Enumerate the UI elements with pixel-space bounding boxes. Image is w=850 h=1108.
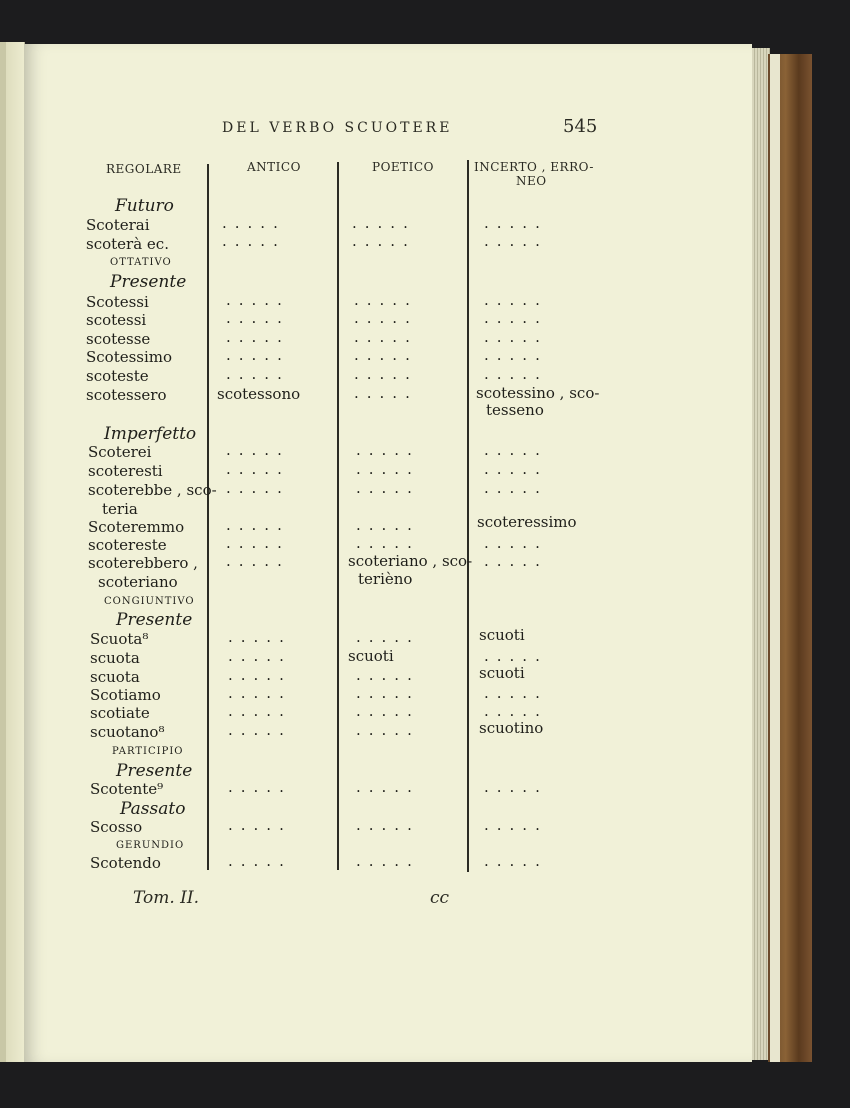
- verb-form: Scotiamo: [90, 686, 161, 704]
- tense-label: Imperfetto: [104, 424, 197, 444]
- dot-leader: .....: [356, 666, 420, 684]
- verb-form: teria: [102, 500, 138, 518]
- dot-leader: .....: [484, 852, 548, 870]
- tense-label: Passato: [120, 799, 186, 819]
- dot-leader: .....: [226, 534, 290, 552]
- dot-leader: .....: [226, 309, 290, 327]
- dot-leader: .....: [484, 309, 548, 327]
- verb-form: scotereste: [88, 536, 167, 554]
- dot-leader: .....: [356, 778, 420, 796]
- tense-label: Presente: [116, 761, 193, 781]
- dot-leader: .....: [356, 816, 420, 834]
- tense-label: Futuro: [115, 196, 174, 216]
- column-rule-1: [207, 164, 209, 870]
- dot-leader: .....: [226, 516, 290, 534]
- dot-leader: .....: [228, 628, 292, 646]
- dot-leader: .....: [354, 365, 418, 383]
- incerto-entry: scuotino: [479, 719, 544, 737]
- verb-form: scoteresti: [88, 462, 163, 480]
- dot-leader: .....: [484, 479, 548, 497]
- dot-leader: .....: [226, 441, 290, 459]
- dot-leader: .....: [356, 721, 420, 739]
- dot-leader: .....: [222, 214, 286, 232]
- column-rule-3: [467, 160, 469, 872]
- dot-leader: .....: [484, 365, 548, 383]
- dot-leader: .....: [484, 291, 548, 309]
- incerto-entry: tesseno: [486, 401, 544, 419]
- verb-form: scoterà ec.: [86, 235, 169, 253]
- tense-label: Presente: [116, 610, 193, 630]
- dot-leader: .....: [228, 721, 292, 739]
- dot-leader: .....: [352, 214, 416, 232]
- dot-leader: .....: [356, 479, 420, 497]
- poetico-entry: scoteriano , sco-: [348, 552, 473, 570]
- dot-leader: .....: [228, 647, 292, 665]
- dot-leader: .....: [484, 460, 548, 478]
- tense-label: Presente: [110, 272, 187, 292]
- facing-page-shadow: [0, 42, 6, 1062]
- dot-leader: .....: [354, 309, 418, 327]
- verb-form: scotiate: [90, 704, 150, 722]
- dot-leader: .....: [484, 328, 548, 346]
- dot-leader: .....: [484, 684, 548, 702]
- dot-leader: .....: [352, 232, 416, 250]
- dot-leader: .....: [484, 816, 548, 834]
- dot-leader: .....: [356, 441, 420, 459]
- dot-leader: .....: [356, 702, 420, 720]
- dot-leader: .....: [226, 460, 290, 478]
- incerto-entry: scuoti: [479, 664, 525, 682]
- dot-leader: .....: [484, 778, 548, 796]
- mood-label: GERUNDIO: [116, 840, 185, 851]
- verb-form: scoteste: [86, 367, 149, 385]
- dot-leader: .....: [222, 232, 286, 250]
- dot-leader: .....: [356, 628, 420, 646]
- dot-leader: .....: [354, 291, 418, 309]
- dot-leader: .....: [356, 852, 420, 870]
- verb-form: scotessero: [86, 386, 167, 404]
- dot-leader: .....: [226, 291, 290, 309]
- mood-label: OTTATIVO: [110, 257, 172, 268]
- poetico-entry: scuoti: [348, 647, 394, 665]
- page-number: 545: [563, 116, 598, 137]
- dot-leader: .....: [226, 328, 290, 346]
- verb-form: Scuota⁸: [90, 630, 149, 648]
- column-header-regolare: REGOLARE: [106, 162, 182, 176]
- verb-form: scoterebbero ,: [88, 554, 198, 572]
- antico-entry: scotessono: [217, 385, 301, 403]
- verb-form: scotesse: [86, 330, 151, 348]
- column-rule-2: [337, 162, 339, 870]
- dot-leader: .....: [226, 365, 290, 383]
- dot-leader: .....: [228, 852, 292, 870]
- verb-form: Scotessi: [86, 293, 149, 311]
- verb-form: Scotente⁹: [90, 780, 164, 798]
- verb-form: scotessi: [86, 311, 147, 329]
- verb-form: Scosso: [90, 818, 143, 836]
- dot-leader: .....: [484, 346, 548, 364]
- verb-form: Scoteremmo: [88, 518, 185, 536]
- dot-leader: .....: [484, 214, 548, 232]
- dot-leader: .....: [226, 552, 290, 570]
- dot-leader: .....: [228, 778, 292, 796]
- column-header-poetico: POETICO: [372, 160, 434, 174]
- dot-leader: .....: [354, 328, 418, 346]
- verb-form: scoteriano: [98, 573, 178, 591]
- incerto-entry: scuoti: [479, 626, 525, 644]
- dot-leader: .....: [228, 666, 292, 684]
- dot-leader: .....: [484, 552, 548, 570]
- dot-leader: .....: [228, 684, 292, 702]
- verb-form: Scotendo: [90, 854, 161, 872]
- verb-form: scuota: [90, 668, 140, 686]
- dot-leader: .....: [354, 384, 418, 402]
- dot-leader: .....: [228, 816, 292, 834]
- incerto-entry: scoteressimo: [477, 513, 577, 531]
- poetico-entry: terièno: [358, 570, 413, 588]
- running-header: DEL VERBO SCUOTERE: [222, 120, 453, 136]
- dot-leader: .....: [356, 534, 420, 552]
- verb-form: Scoterai: [86, 216, 150, 234]
- dot-leader: .....: [484, 647, 548, 665]
- incerto-entry: scotessino , sco-: [476, 384, 600, 402]
- column-header-incerto-2: NEO: [516, 174, 547, 188]
- dot-leader: .....: [356, 516, 420, 534]
- dot-leader: .....: [228, 702, 292, 720]
- dot-leader: .....: [356, 684, 420, 702]
- verb-form: scoterebbe , sco-: [88, 481, 217, 499]
- verb-form: scuota: [90, 649, 140, 667]
- dot-leader: .....: [356, 460, 420, 478]
- mood-label: CONGIUNTIVO: [104, 596, 195, 607]
- signature-mark: cc: [430, 888, 450, 908]
- verb-form: Scoterei: [88, 443, 152, 461]
- verb-form: Scotessimo: [86, 348, 173, 366]
- column-header-incerto: INCERTO , ERRO-: [474, 160, 594, 174]
- page-block-edge: [770, 54, 780, 1062]
- dot-leader: .....: [226, 479, 290, 497]
- verb-form: scuotano⁸: [90, 723, 165, 741]
- dot-leader: .....: [226, 346, 290, 364]
- dot-leader: .....: [484, 232, 548, 250]
- dot-leader: .....: [484, 534, 548, 552]
- mood-label: PARTICIPIO: [112, 746, 184, 757]
- volume-label: Tom. II.: [133, 888, 200, 908]
- dot-leader: .....: [484, 702, 548, 720]
- dot-leader: .....: [484, 441, 548, 459]
- column-header-antico: ANTICO: [247, 160, 301, 174]
- dot-leader: .....: [354, 346, 418, 364]
